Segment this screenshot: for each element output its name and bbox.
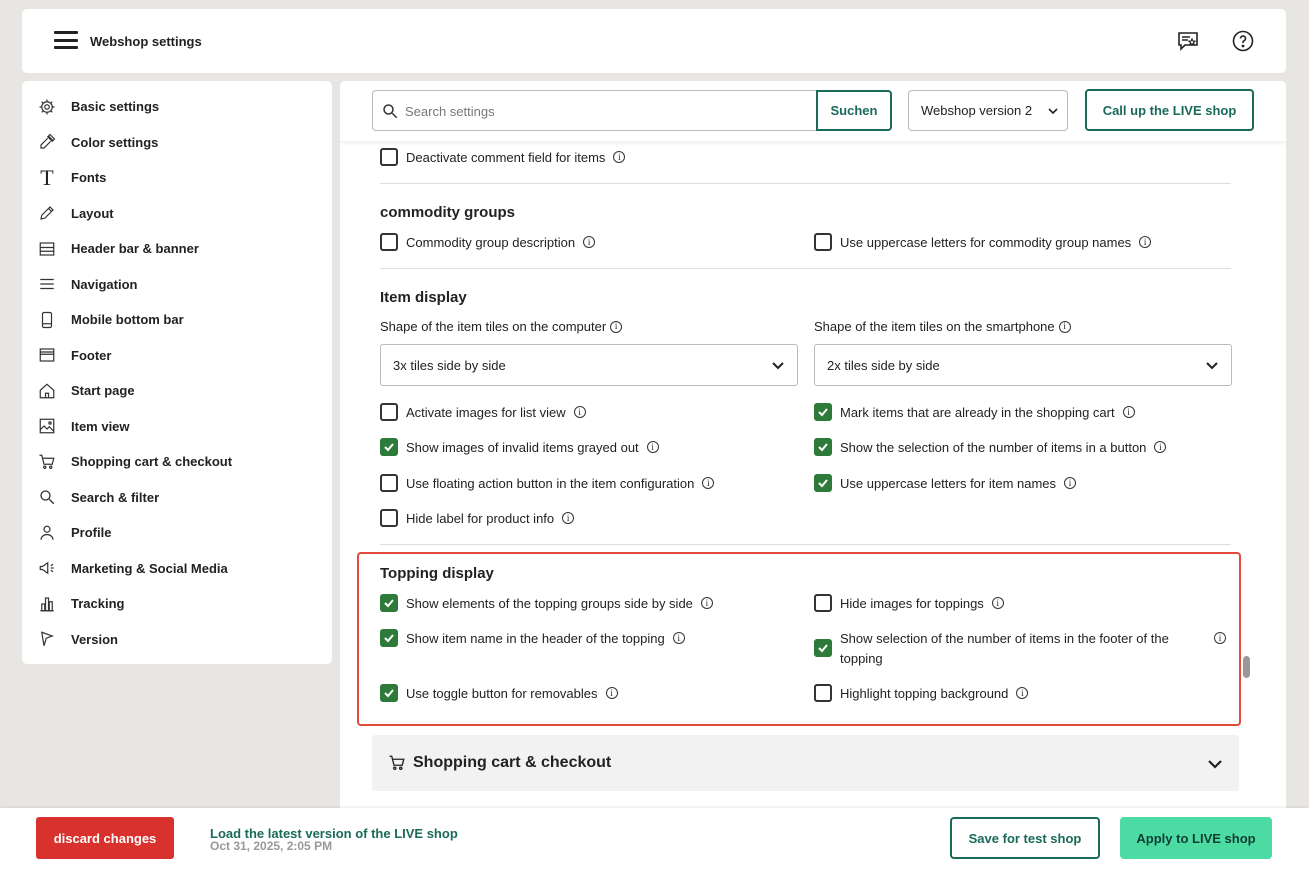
- accordion-title: Shopping cart & checkout: [413, 754, 612, 771]
- font-icon: T: [40, 164, 54, 190]
- smartphone-shape-label: [814, 319, 1071, 334]
- setting-commodity-uppercase[interactable]: [814, 233, 1151, 251]
- sidebar-item-fonts[interactable]: [22, 160, 332, 196]
- setting-label: Mark items that are already in the shopping cart: [840, 404, 1115, 420]
- pencil-icon: [37, 203, 57, 223]
- sidebar-item-tracking[interactable]: [22, 586, 332, 622]
- phone-icon: [37, 310, 57, 330]
- save-test-shop-button[interactable]: Save for test shop: [950, 817, 1100, 859]
- checkbox-checked[interactable]: [814, 639, 832, 657]
- sidebar-item-label: Footer: [71, 347, 112, 363]
- checkbox-checked[interactable]: [380, 594, 398, 612]
- setting-comment-field[interactable]: [380, 148, 625, 166]
- search-icon: [37, 487, 57, 507]
- menu-icon: [37, 274, 57, 294]
- checkbox[interactable]: [814, 684, 832, 702]
- setting-highlight-background[interactable]: [814, 684, 1028, 702]
- sidebar-item-item-view[interactable]: [22, 409, 332, 445]
- setting-uppercase-names[interactable]: [814, 474, 1076, 492]
- setting-number-in-button[interactable]: [814, 438, 1166, 456]
- sidebar-item-label: Version: [71, 631, 118, 647]
- info-icon[interactable]: i: [610, 321, 622, 333]
- call-live-shop-button[interactable]: Call up the LIVE shop: [1085, 89, 1254, 131]
- sidebar-item-header-bar[interactable]: [22, 231, 332, 267]
- dropdown-label: Shape of the item tiles on the computer: [380, 319, 607, 334]
- setting-label-line: topping: [840, 651, 883, 666]
- setting-item-name-header[interactable]: [380, 629, 685, 647]
- sidebar: [22, 81, 332, 664]
- version-select-value: Webshop version 2: [921, 103, 1033, 118]
- section-title-commodity-groups: commodity groups: [380, 204, 516, 221]
- info-icon[interactable]: i: [1154, 441, 1166, 453]
- sidebar-item-shopping-cart[interactable]: [22, 444, 332, 480]
- megaphone-icon: [37, 558, 57, 578]
- info-icon[interactable]: i: [702, 477, 714, 489]
- search-input[interactable]: [405, 101, 805, 121]
- accordion-shopping-cart[interactable]: [372, 735, 1239, 791]
- setting-label: Highlight topping background: [840, 685, 1009, 701]
- sidebar-item-label: Color settings: [71, 134, 159, 150]
- sidebar-item-navigation[interactable]: [22, 267, 332, 303]
- hamburger-menu-icon[interactable]: [54, 31, 78, 49]
- setting-topping-side-by-side[interactable]: [380, 594, 713, 612]
- sidebar-item-label: Item view: [71, 418, 130, 434]
- setting-label: Use floating action button in the item configuration: [406, 475, 695, 491]
- checkbox[interactable]: [380, 148, 398, 166]
- setting-label: Deactivate comment field for items: [406, 149, 606, 165]
- sidebar-item-profile[interactable]: [22, 515, 332, 551]
- info-icon[interactable]: i: [1139, 236, 1151, 248]
- checkbox-checked[interactable]: [814, 438, 832, 456]
- setting-label: Show the selection of the number of items in a button: [840, 439, 1147, 455]
- settings-panel: [340, 81, 1286, 808]
- info-icon[interactable]: i: [583, 236, 595, 248]
- scrollbar-thumb[interactable]: [1243, 656, 1250, 678]
- sidebar-item-label: Shopping cart & checkout: [71, 454, 233, 470]
- image-icon: [37, 416, 57, 436]
- setting-label: Show images of invalid items grayed out: [406, 439, 639, 455]
- sidebar-item-start-page[interactable]: [22, 373, 332, 409]
- sidebar-item-label: Header bar & banner: [71, 241, 199, 257]
- info-icon[interactable]: i: [562, 512, 574, 524]
- load-date: Oct 31, 2025, 2:05 PM: [210, 839, 333, 853]
- sidebar-item-label: Fonts: [71, 170, 107, 186]
- info-icon[interactable]: i: [613, 151, 625, 163]
- info-icon[interactable]: i: [1214, 632, 1226, 644]
- info-icon[interactable]: i: [992, 597, 1004, 609]
- checkbox[interactable]: [814, 233, 832, 251]
- chevron-down-icon: [1207, 756, 1223, 772]
- person-icon: [37, 523, 57, 543]
- setting-number-footer[interactable]: [814, 629, 1230, 669]
- info-icon[interactable]: i: [1016, 687, 1028, 699]
- checkbox-checked[interactable]: [814, 474, 832, 492]
- info-icon[interactable]: i: [606, 687, 618, 699]
- top-bar: [22, 9, 1286, 73]
- sidebar-item-label: Tracking: [71, 596, 125, 612]
- setting-toggle-removables[interactable]: [380, 684, 618, 702]
- sidebar-item-label: Basic settings: [71, 99, 160, 115]
- info-icon[interactable]: i: [673, 632, 685, 644]
- computer-shape-label: [380, 319, 622, 334]
- cart-icon: [37, 452, 57, 472]
- header-icon: [37, 239, 57, 259]
- dropdown-value: 3x tiles side by side: [393, 358, 506, 373]
- setting-label: [840, 629, 1212, 669]
- footer-icon: [37, 345, 57, 365]
- feedback-icon[interactable]: [1176, 29, 1200, 53]
- chevron-down-icon: [771, 359, 785, 373]
- page-title: Webshop settings: [90, 34, 202, 49]
- search-button[interactable]: Suchen: [816, 90, 892, 131]
- chart-icon: [37, 594, 57, 614]
- scrollbar[interactable]: [1240, 141, 1253, 793]
- dropper-icon: [37, 132, 57, 152]
- info-icon[interactable]: i: [701, 597, 713, 609]
- gear-icon: [37, 97, 57, 117]
- sidebar-item-color-settings[interactable]: [22, 125, 332, 161]
- checkbox-checked[interactable]: [380, 629, 398, 647]
- info-icon[interactable]: i: [647, 441, 659, 453]
- chevron-down-icon: [1047, 105, 1059, 117]
- sidebar-item-label: Layout: [71, 205, 114, 221]
- home-icon: [37, 381, 57, 401]
- checkbox[interactable]: [380, 403, 398, 421]
- apply-live-shop-button[interactable]: Apply to LIVE shop: [1120, 817, 1272, 859]
- setting-floating-button[interactable]: [380, 474, 714, 492]
- chevron-down-icon: [1205, 359, 1219, 373]
- sidebar-item-version[interactable]: [22, 622, 332, 658]
- section-title-item-display: Item display: [380, 289, 467, 306]
- sidebar-item-label: Marketing & Social Media: [71, 560, 228, 576]
- checkbox[interactable]: [380, 509, 398, 527]
- setting-commodity-description[interactable]: [380, 233, 595, 251]
- search-icon: [381, 102, 399, 120]
- checkbox[interactable]: [380, 233, 398, 251]
- sidebar-item-layout[interactable]: [22, 196, 332, 232]
- discard-changes-button[interactable]: discard changes: [36, 817, 174, 859]
- footer-bar: [0, 808, 1309, 869]
- setting-label: Hide images for toppings: [840, 595, 984, 611]
- info-icon[interactable]: i: [1123, 406, 1135, 418]
- checkbox-checked[interactable]: [380, 438, 398, 456]
- sidebar-item-label: Profile: [71, 525, 112, 541]
- sidebar-item-mobile-bottom-bar[interactable]: [22, 302, 332, 338]
- version-select[interactable]: [908, 90, 1068, 131]
- cart-icon: [388, 754, 406, 772]
- checkbox-checked[interactable]: [380, 684, 398, 702]
- setting-label: Use uppercase letters for item names: [840, 475, 1057, 491]
- divider: [380, 268, 1231, 269]
- help-icon[interactable]: [1231, 29, 1255, 53]
- setting-label: Use toggle button for removables: [406, 685, 598, 701]
- setting-label: Hide label for product info: [406, 510, 555, 526]
- info-icon[interactable]: i: [574, 406, 586, 418]
- sidebar-item-basic-settings[interactable]: [22, 89, 332, 125]
- info-icon[interactable]: i: [1064, 477, 1076, 489]
- setting-activate-images[interactable]: [380, 403, 586, 421]
- flag-icon: [37, 629, 57, 649]
- sidebar-item-label: Mobile bottom bar: [71, 312, 184, 328]
- dropdown-value: 2x tiles side by side: [827, 358, 940, 373]
- checkbox[interactable]: [814, 594, 832, 612]
- setting-label: Commodity group description: [406, 234, 576, 250]
- setting-hide-label[interactable]: [380, 509, 574, 527]
- setting-hide-topping-images[interactable]: [814, 594, 1004, 612]
- setting-label: Show elements of the topping groups side by side: [406, 595, 693, 611]
- smartphone-shape-dropdown[interactable]: [814, 344, 1232, 386]
- setting-label-line: Show selection of the number of items in the footer of the: [840, 631, 1169, 646]
- search-field[interactable]: [372, 90, 817, 131]
- setting-label: Use uppercase letters for commodity group names: [840, 234, 1132, 250]
- divider: [380, 183, 1231, 184]
- setting-invalid-grayed[interactable]: [380, 438, 659, 456]
- settings-content: [340, 141, 1286, 808]
- load-latest-link[interactable]: Load the latest version of the LIVE shop: [210, 826, 458, 841]
- setting-mark-items[interactable]: [814, 403, 1135, 421]
- sidebar-item-label: Search & filter: [71, 489, 160, 505]
- dropdown-label: Shape of the item tiles on the smartphone: [814, 319, 1055, 334]
- section-title-topping-display: Topping display: [380, 565, 494, 582]
- sidebar-item-label: Navigation: [71, 276, 138, 292]
- sidebar-item-footer[interactable]: [22, 338, 332, 374]
- info-icon[interactable]: i: [1059, 321, 1071, 333]
- computer-shape-dropdown[interactable]: [380, 344, 798, 386]
- checkbox-checked[interactable]: [814, 403, 832, 421]
- sidebar-item-marketing[interactable]: [22, 551, 332, 587]
- checkbox[interactable]: [380, 474, 398, 492]
- setting-label: Show item name in the header of the topping: [406, 630, 665, 646]
- search-toolbar: [340, 81, 1286, 141]
- setting-label: Activate images for list view: [406, 404, 566, 420]
- sidebar-item-label: Start page: [71, 383, 135, 399]
- divider: [380, 544, 1231, 545]
- sidebar-item-search-filter[interactable]: [22, 480, 332, 516]
